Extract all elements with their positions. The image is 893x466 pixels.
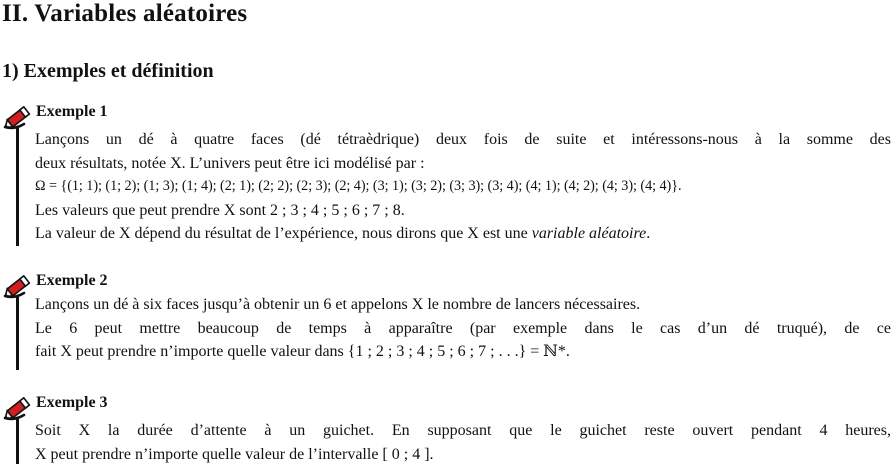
example-1-line-4: Les valeurs que peut prendre X sont 2 ; 3 ; 4 ; 5 ; 6 ; 7 ; 8.	[35, 201, 405, 219]
example-3-bar	[16, 419, 19, 464]
example-2-title: Exemple 2	[36, 272, 108, 289]
example-1-line-5-end: .	[646, 225, 651, 242]
example-2-body	[35, 293, 891, 364]
emphasis-variable-aleatoire: variable aléatoire	[531, 225, 647, 242]
example-3-title: Exemple 3	[36, 394, 108, 411]
subsection-title: 1) Exemples et définition	[2, 60, 214, 82]
pencil-icon	[2, 271, 36, 301]
example-2-line-3: fait X peut prendre n’importe quelle valeur dans {1 ; 2 ; 3 ; 4 ; 5 ; 6 ; 7 ; . . .} = ℕ*.	[35, 343, 570, 360]
example-1-line-3: Ω = {(1; 1); (1; 2); (1; 3); (1; 4); (2; 1); (2; 2); (2; 3); (2; 4); (3; 1); (3; 2); (3; 3); (3; 4); (4; 1); (4; 2); (4; 3); (4; 4)}.	[35, 178, 682, 194]
pencil-icon	[2, 393, 36, 423]
example-1-line-5-text: La valeur de X dépend du résultat de l’expérience, nous dirons que X est une	[35, 225, 532, 242]
example-2-bar	[16, 297, 19, 370]
example-3-line-2: X peut prendre n’importe quelle valeur de l’intervalle [ 0 ; 4 ].	[35, 445, 434, 463]
section-title: II. Variables aléatoires	[2, 0, 248, 27]
example-1-title: Exemple 1	[36, 103, 108, 120]
example-1-body	[35, 128, 891, 246]
example-2-line-2: Le 6 peut mettre beaucoup de temps à apparaître (par exemple dans le cas d’un dé truqué), de ce	[35, 319, 891, 337]
example-1-line-5	[35, 222, 891, 246]
example-1-line-1: Lançons un dé à quatre faces (dé tétraèdrique) deux fois de suite et intéressons-nous à la somme des	[35, 131, 891, 148]
example-3-line-1: Soit X la durée d’attente à un guichet. En supposant que le guichet reste ouvert pendant 4 heures,	[35, 422, 891, 439]
example-2-line-1: Lançons un dé à six faces jusqu’à obtenir un 6 et appelons X le nombre de lancers nécessaires.	[35, 296, 641, 313]
example-1-bar	[16, 128, 19, 246]
example-3-body	[35, 419, 891, 466]
example-1-line-2: deux résultats, notée X. L’univers peut être ici modélisé par :	[35, 154, 425, 172]
pencil-icon	[2, 102, 36, 132]
example-1-header	[0, 102, 300, 128]
example-3-header	[0, 393, 300, 419]
